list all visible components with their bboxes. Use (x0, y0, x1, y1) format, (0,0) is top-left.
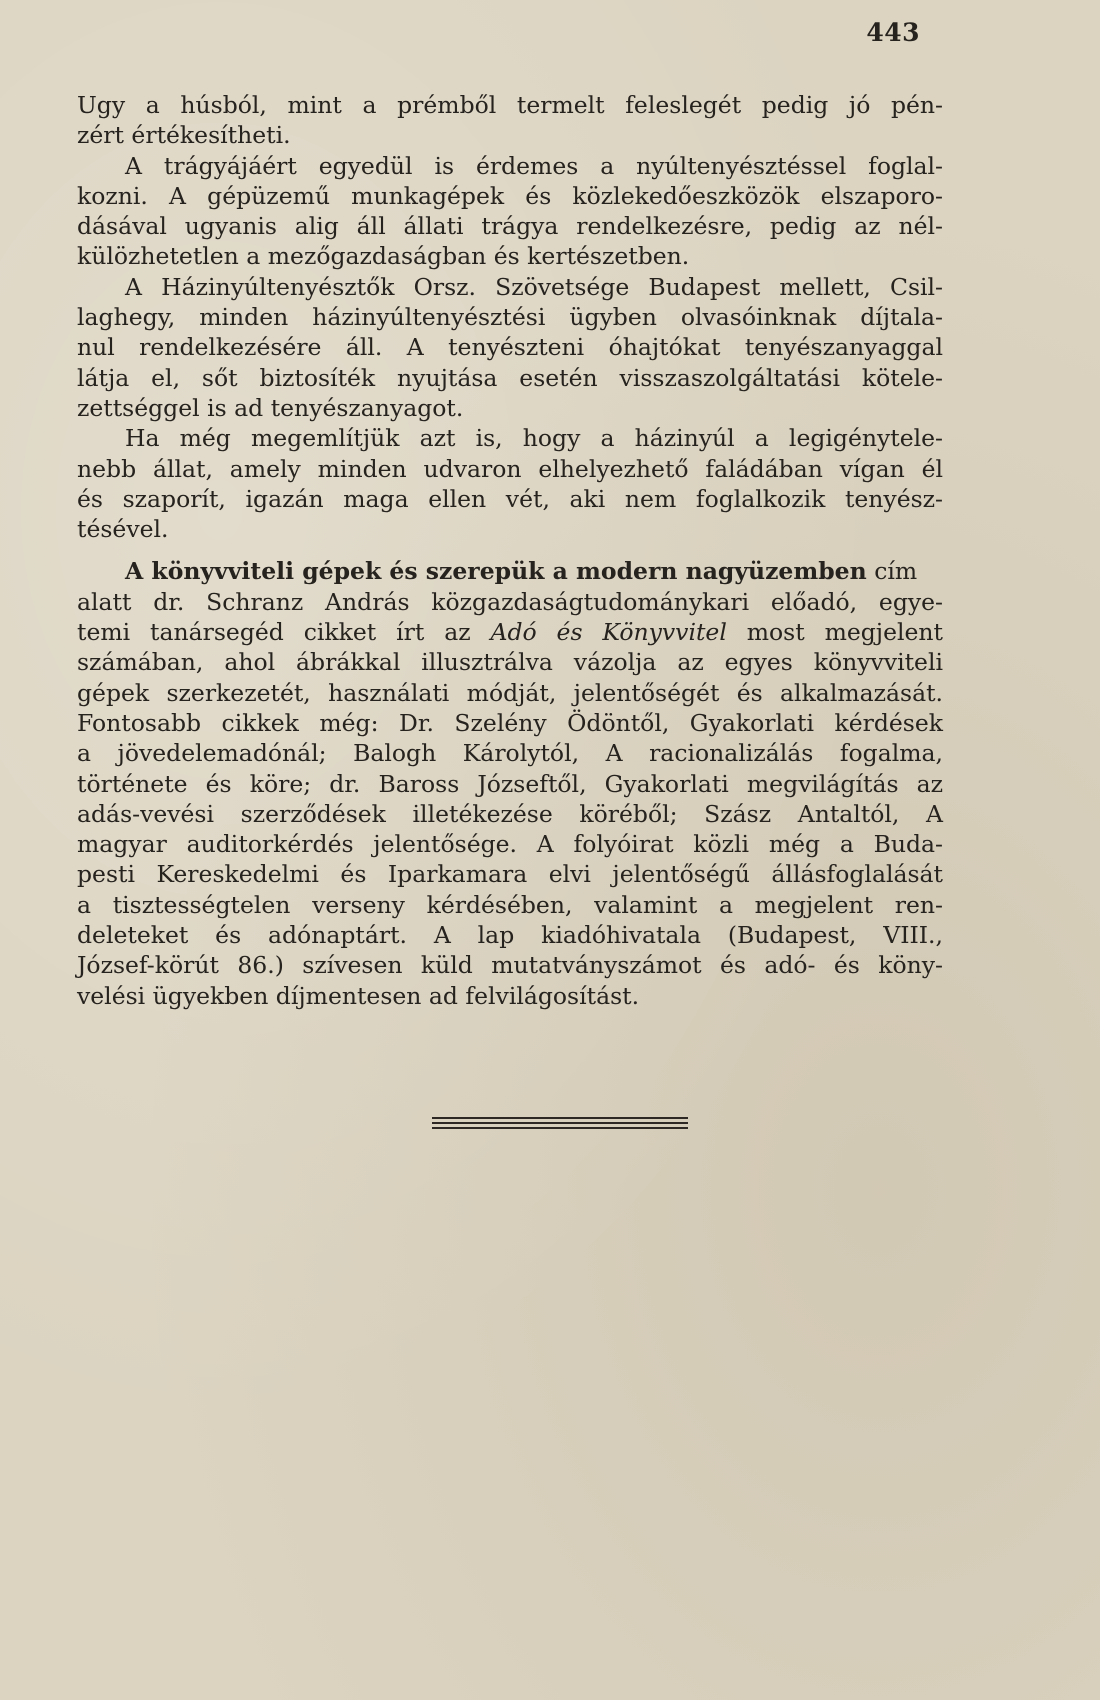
text-line: nul rendelkezésére áll. A tenyészteni óhajtókat tenyészanyaggal (77, 333, 943, 362)
text-line: dásával ugyanis alig áll állati trágya rendelkezésre, pedig az nél- (77, 212, 943, 241)
article-body (77, 90, 943, 1011)
text-line: Fontosabb cikkek még: Dr. Szelény Ödöntől, Gyakorlati kérdések (77, 708, 943, 737)
text-line: A Házinyúltenyésztők Orsz. Szövetsége Budapest mellett, Csil- (125, 272, 943, 301)
text-line: látja el, sőt biztosíték nyujtása esetén visszaszolgáltatási kötele- (77, 363, 943, 392)
text-line: és szaporít, igazán maga ellen vét, aki nem foglalkozik tenyész- (77, 484, 943, 513)
text-line: velési ügyekben díjmentesen ad felvilágosítást. (77, 981, 640, 1010)
text-line: Ha még megemlítjük azt is, hogy a házinyúl a legigénytele- (125, 424, 943, 453)
text-run: temi tanársegéd cikket írt az (77, 618, 491, 647)
text-line: laghegy, minden házinyúltenyésztési ügyben olvasóinknak díjtala- (77, 303, 943, 332)
text-line: gépek szerkezetét, használati módját, jelentőségét és alkalmazását. (77, 678, 943, 707)
paragraph-1 (77, 90, 943, 151)
text-line: zért értékesítheti. (77, 121, 291, 150)
paragraph-gap (77, 544, 943, 556)
divider-line (432, 1127, 688, 1129)
text-line: története és köre; dr. Baross Józseftől, Gyakorlati megvilágítás az (77, 769, 943, 798)
text-line: József-körút 86.) szívesen küld mutatványszámot és adó- és köny- (77, 951, 943, 980)
text-line: A trágyájáért egyedül is érdemes a nyúltenyésztéssel foglal- (125, 151, 943, 180)
section-end-divider (432, 1117, 688, 1132)
text-line: külözhetetlen a mezőgazdaságban és kertészetben. (77, 242, 690, 271)
text-line: zettséggel is ad tenyészanyagot. (77, 393, 464, 422)
text-line: deleteket és adónaptárt. A lap kiadóhivatala (Budapest, VIII., (77, 921, 943, 950)
text-run: cím (866, 557, 918, 586)
text-line: a tisztességtelen verseny kérdésében, valamint a megjelent ren- (77, 890, 943, 919)
text-line: nebb állat, amely minden udvaron elhelyezhető faládában vígan él (77, 454, 943, 483)
paragraph-4 (77, 423, 943, 544)
text-line: alatt dr. Schranz András közgazdaságtudománykari előadó, egye- (77, 587, 943, 616)
text-line: adás-vevési szerződések illetékezése köréből; Szász Antaltól, A (77, 799, 943, 828)
journal-title: Adó és Könyvvitel (490, 618, 727, 647)
text-line (77, 617, 943, 647)
text-line: magyar auditorkérdés jelentősége. A folyóirat közli még a Buda- (77, 830, 943, 859)
text-run: most megjelent (726, 618, 943, 647)
text-line: kozni. A gépüzemű munkagépek és közlekedőeszközök elszaporo- (77, 181, 943, 210)
page-number: 443 (866, 18, 920, 47)
paragraph-3 (77, 272, 943, 423)
paragraph-5 (77, 556, 943, 1010)
divider-line (432, 1122, 688, 1124)
text-line: pesti Kereskedelmi és Iparkamara elvi jelentőségű állásfoglalását (77, 860, 943, 889)
article-title: A könyvviteli gépek és szerepük a modern nagyüzemben (125, 557, 867, 586)
text-line (77, 556, 943, 586)
text-line: tésével. (77, 515, 169, 544)
text-line: Ugy a húsból, mint a prémből termelt feleslegét pedig jó pén- (77, 91, 943, 119)
paragraph-2 (77, 151, 943, 272)
divider-line (432, 1117, 688, 1119)
text-line: a jövedelemadónál; Balogh Károlytól, A racionalizálás fogalma, (77, 739, 943, 768)
text-line: számában, ahol ábrákkal illusztrálva vázolja az egyes könyvviteli (77, 648, 943, 677)
